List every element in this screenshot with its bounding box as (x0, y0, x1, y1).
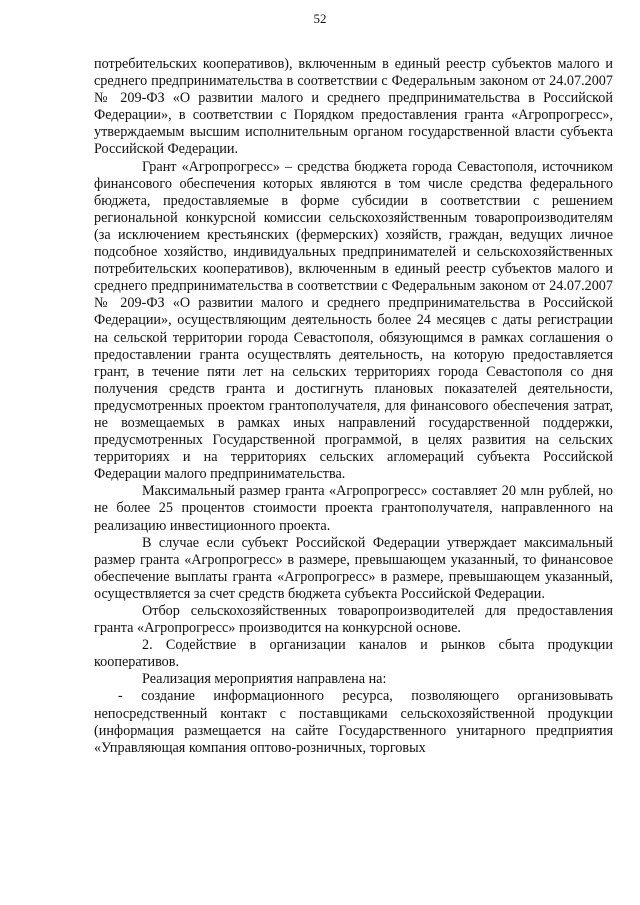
paragraph-implementation-intro: Реализация мероприятия направлена на: (142, 671, 387, 688)
page-number: 52 (313, 11, 327, 26)
paragraph-continuation: потребительских кооперативов), включенным в единый реестр субъектов малого и среднего предпринимательства в соответствии с Федеральным законом от 24.07.2007 № 209-ФЗ «О развитии малого и среднего предпринимательства в Российской Федерации», в соответствии с Порядком предоставления гранта «Агропрогресс», утверждаемым высшим исполнительным органом государственной власти субъекта Российской Федерации. (94, 56, 613, 158)
paragraph-selection: Отбор сельскохозяйственных товаропроизводителей для предоставления гранта «Агропрогресс» производится на конкурсной основе. (94, 603, 613, 637)
paragraph-grant-definition: Грант «Агропрогресс» – средства бюджета города Севастополя, источником финансового обеспечения которых являются в том числе средства федерального бюджета, предоставляемые в форме субсидии в соответствии с решением региональной конкурсной комиссии сельскохозяйственным товаропроизводителям (за исключением крестьянских (фермерских) хозяйств, граждан, ведущих личное подсобное хозяйство, индивидуальных предпринимателей и сельскохозяйственных потребительских кооперативов), включенным в единый реестр субъектов малого и среднего предпринимательства в соответствии с Федеральным законом от 24.07.2007 № 209-ФЗ «О развитии малого и среднего предпринимательства в Российской Федерации», осуществляющим деятельность более 24 месяцев с даты регистрации на сельской территории города Севастополя, обязующимся в рамках соглашения о предоставлении гранта осуществлять деятельность, на которую предоставляется грант, в течение пяти лет на сельских территориях города Севастополя со дня получения средств гранта и достигнуть плановых показателей деятельности, предусмотренных проектом грантополучателя, для финансового обеспечения затрат, не возмещаемых в рамках иных направлений государственной поддержки, предусмотренных Государственной программой, в целях развития на сельских территориях и на территориях сельских агломераций субъекта Российской Федерации малого предпринимательства. (94, 158, 613, 483)
paragraph-section-2-heading: 2. Содействие в организации каналов и рынков сбыта продукции кооперативов. (94, 637, 613, 671)
paragraph-max-grant-size: Максимальный размер гранта «Агропрогресс» составляет 20 млн рублей, но не более 25 процентов стоимости проекта грантополучателя, направленного на реализацию инвестиционного проекта. (94, 483, 613, 534)
document-body (94, 56, 613, 757)
paragraph-subject-approval: В случае если субъект Российской Федерации утверждает максимальный размер гранта «Агропрогресс» в размере, превышающем указанный, то финансовое обеспечение выплаты гранта «Агропрогресс» в размере, превышающем указанный, осуществляется за счет средств бюджета субъекта Российской Федерации. (94, 534, 613, 602)
paragraph-bullet-info-resource: - создание информационного ресурса, позволяющего организовывать непосредственный контакт с поставщиками сельскохозяйственной продукции (информация размещается на сайте Государственного унитарного предприятия «Управляющая компания оптово-розничных, торговых (94, 688, 613, 756)
